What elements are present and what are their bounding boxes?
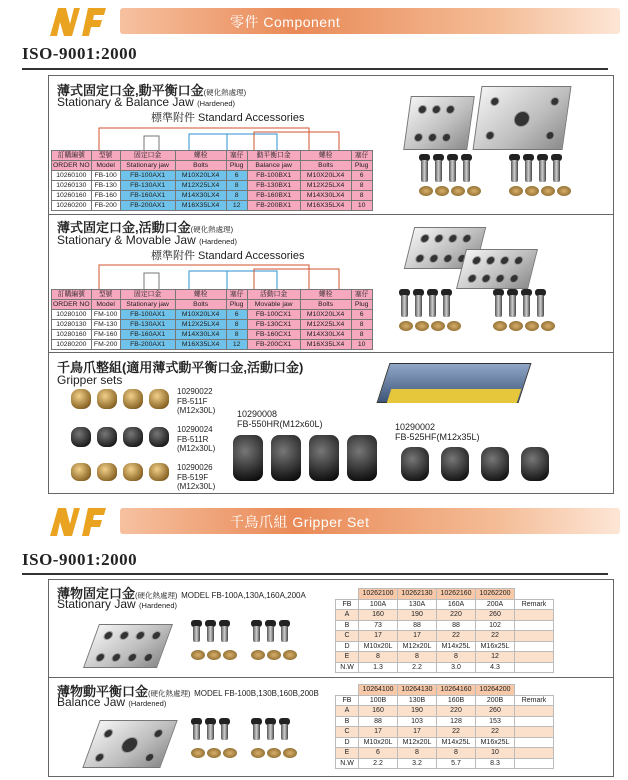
panel-subtitle: Gripper sets bbox=[57, 373, 123, 387]
gripper-511f-image bbox=[71, 389, 91, 409]
spec-cell: M10X20LX4 bbox=[175, 310, 226, 320]
dimension-cell bbox=[515, 652, 554, 663]
bolts-plugs-image-2 bbox=[509, 154, 589, 204]
panel-stationary-balance bbox=[48, 75, 614, 217]
code-511r: 10290024 FB-511R (M12x30L) bbox=[177, 425, 216, 453]
spec-table-balance bbox=[51, 150, 373, 211]
spec-cell: M14X30LX4 bbox=[175, 330, 226, 340]
section-banner-gripper bbox=[120, 508, 620, 534]
section-title: 薄物動平衡口金(硬化熱處理) MODEL FB-100B,130B,160B,200B bbox=[57, 684, 319, 699]
balance-jaw-image bbox=[473, 86, 572, 150]
dimension-cell: 160 bbox=[359, 706, 398, 717]
spec-cell: 10280160 bbox=[52, 330, 92, 340]
spec-table-movable bbox=[51, 289, 373, 350]
dimension-row bbox=[336, 727, 554, 738]
dimension-cell: 128 bbox=[437, 716, 476, 727]
spec-cell: FM-130 bbox=[91, 320, 120, 330]
spec-cell: 10260160 bbox=[52, 191, 92, 201]
gripper-550hr-image bbox=[309, 435, 339, 481]
gripper-511r-image bbox=[149, 427, 169, 447]
dimension-cell: 12 bbox=[476, 652, 515, 663]
panel-stationary-movable bbox=[48, 214, 614, 354]
spec-cell: M16X35LX4 bbox=[175, 340, 226, 350]
code-corner bbox=[515, 589, 554, 600]
code-corner bbox=[336, 589, 359, 600]
dimension-cell bbox=[515, 641, 554, 652]
dimension-cell: 6 bbox=[359, 748, 398, 759]
dimension-cell: 100A bbox=[359, 599, 398, 610]
balance-jaw-image bbox=[82, 720, 177, 768]
spec-header-cell: Plug bbox=[226, 161, 247, 171]
spec-header-cell: 螺栓 bbox=[175, 290, 226, 300]
spec-cell: 6 bbox=[351, 171, 372, 181]
spec-row bbox=[52, 201, 373, 211]
spec-header-cell: Stationary jaw bbox=[120, 161, 175, 171]
spec-cell: FB-100CX1 bbox=[247, 310, 300, 320]
spec-cell: M16X35LX4 bbox=[300, 201, 351, 211]
section-stationary-jaw bbox=[48, 579, 614, 679]
order-code-cell: 10262200 bbox=[476, 589, 515, 600]
dimension-cell: 103 bbox=[398, 716, 437, 727]
dimension-cell: M14x25L bbox=[437, 737, 476, 748]
code-corner bbox=[336, 685, 359, 696]
dimension-cell: 130A bbox=[398, 599, 437, 610]
spec-header-row bbox=[52, 300, 373, 310]
spec-header-cell: 訂購編號 bbox=[52, 151, 92, 161]
dimension-row bbox=[336, 716, 554, 727]
spec-cell: FB-160AX1 bbox=[120, 330, 175, 340]
dimension-cell: 153 bbox=[476, 716, 515, 727]
spec-cell: FM-160 bbox=[91, 330, 120, 340]
code-row bbox=[336, 685, 554, 696]
spec-cell: M16X35LX4 bbox=[300, 340, 351, 350]
spec-header-cell: Plug bbox=[351, 300, 372, 310]
dimension-cell: 8 bbox=[398, 652, 437, 663]
bolts-plugs-image bbox=[399, 289, 479, 339]
spec-header-cell: 型號 bbox=[91, 290, 120, 300]
order-code-cell: 10262160 bbox=[437, 589, 476, 600]
spec-row bbox=[52, 330, 373, 340]
spec-header-cell: 塞仔 bbox=[351, 290, 372, 300]
spec-cell: 10280200 bbox=[52, 340, 92, 350]
dimension-cell: 130B bbox=[398, 695, 437, 706]
dimension-label: B bbox=[336, 620, 359, 631]
panel-subtitle: Stationary & Movable Jaw (Hardened) bbox=[57, 233, 238, 247]
bolts-plugs-image bbox=[191, 620, 331, 670]
spec-cell: FB-200CX1 bbox=[247, 340, 300, 350]
spec-cell: 12 bbox=[226, 340, 247, 350]
spec-cell: FB-160CX1 bbox=[247, 330, 300, 340]
spec-cell: M10X20LX4 bbox=[300, 310, 351, 320]
spec-cell: 10260200 bbox=[52, 201, 92, 211]
dimension-label: E bbox=[336, 748, 359, 759]
spec-cell: 10280100 bbox=[52, 310, 92, 320]
order-code-cell: 10264200 bbox=[476, 685, 515, 696]
dimension-cell: M10x20L bbox=[359, 641, 398, 652]
dimension-cell bbox=[515, 662, 554, 673]
dimension-row bbox=[336, 737, 554, 748]
dimension-cell: 8 bbox=[437, 652, 476, 663]
dimension-label: N.W bbox=[336, 662, 359, 673]
dimension-label: C bbox=[336, 631, 359, 642]
dimension-cell: 2.2 bbox=[359, 758, 398, 769]
spec-cell: 10280130 bbox=[52, 320, 92, 330]
spec-cell: 12 bbox=[226, 201, 247, 211]
dimension-label: A bbox=[336, 610, 359, 621]
dimension-cell: 160A bbox=[437, 599, 476, 610]
dimension-row bbox=[336, 748, 554, 759]
dimension-row bbox=[336, 706, 554, 717]
code-519f: 10290026 FB-519F (M12x30L) bbox=[177, 463, 216, 491]
dimension-row bbox=[336, 662, 554, 673]
gripper-525hf-image bbox=[521, 447, 549, 481]
spec-row bbox=[52, 320, 373, 330]
gripper-525hf-image bbox=[441, 447, 469, 481]
dimension-cell: 8 bbox=[398, 748, 437, 759]
dimension-cell: 88 bbox=[359, 716, 398, 727]
dimension-label: D bbox=[336, 641, 359, 652]
spec-cell: FB-130BX1 bbox=[247, 181, 300, 191]
dimension-cell bbox=[515, 727, 554, 738]
spec-header-cell: 型號 bbox=[91, 151, 120, 161]
vise-yellow-side bbox=[387, 389, 522, 403]
spec-cell: 10260130 bbox=[52, 181, 92, 191]
spec-cell: M12X25LX4 bbox=[300, 181, 351, 191]
dimension-cell: 3.2 bbox=[398, 758, 437, 769]
spec-row bbox=[52, 171, 373, 181]
dimension-cell: M12x20L bbox=[398, 737, 437, 748]
dimension-cell: M12x20L bbox=[398, 641, 437, 652]
gripper-525hf-image bbox=[481, 447, 509, 481]
dimension-cell: M10x20L bbox=[359, 737, 398, 748]
section-subtitle: Stationary Jaw (Hardened) bbox=[57, 597, 177, 611]
dimension-row bbox=[336, 652, 554, 663]
code-511f: 10290022 FB-511F (M12x30L) bbox=[177, 387, 216, 415]
gripper-519f-image bbox=[123, 463, 143, 481]
spec-cell: FB-100 bbox=[91, 171, 120, 181]
spec-header-cell: 塞仔 bbox=[226, 290, 247, 300]
gripper-511f-image bbox=[97, 389, 117, 409]
dimension-cell bbox=[515, 620, 554, 631]
gripper-519f-image bbox=[149, 463, 169, 481]
spec-header-cell: Plug bbox=[226, 300, 247, 310]
dimension-cell: 8 bbox=[437, 748, 476, 759]
spec-cell: 10 bbox=[351, 201, 372, 211]
banner-title: 千鳥爪組 Gripper Set bbox=[230, 514, 370, 530]
iso-label: ISO-9001:2000 bbox=[22, 44, 138, 63]
gripper-511f-image bbox=[149, 389, 169, 409]
gripper-525hf-image bbox=[401, 447, 429, 481]
spec-header-cell: 螺栓 bbox=[175, 151, 226, 161]
spec-cell: 6 bbox=[351, 310, 372, 320]
spec-header-cell: Bolts bbox=[175, 161, 226, 171]
spec-cell: M12X25LX4 bbox=[175, 320, 226, 330]
gripper-511r-image bbox=[97, 427, 117, 447]
dimension-cell: 73 bbox=[359, 620, 398, 631]
dimension-cell: 102 bbox=[476, 620, 515, 631]
spec-cell: 8 bbox=[351, 320, 372, 330]
dimension-cell: 190 bbox=[398, 610, 437, 621]
company-logo bbox=[48, 504, 108, 538]
dimension-cell: 1.3 bbox=[359, 662, 398, 673]
gripper-511r-image bbox=[71, 427, 91, 447]
dimension-cell: 2.2 bbox=[398, 662, 437, 673]
spec-header-cell: 固定口金 bbox=[120, 290, 175, 300]
spec-cell: M14X30LX4 bbox=[300, 191, 351, 201]
dimension-cell: 17 bbox=[359, 631, 398, 642]
spec-cell: M16X35LX4 bbox=[175, 201, 226, 211]
code-550hr: 10290008 FB-550HR(M12x60L) bbox=[237, 409, 323, 429]
dimension-cell: 17 bbox=[359, 727, 398, 738]
gripper-519f-image bbox=[71, 463, 91, 481]
spec-header-cell: ORDER NO bbox=[53, 301, 90, 308]
spec-header-cell: 活動口金 bbox=[247, 290, 300, 300]
dimension-label: E bbox=[336, 652, 359, 663]
movable-jaw-image bbox=[456, 249, 538, 289]
dimension-cell: 88 bbox=[437, 620, 476, 631]
dimension-cell: 22 bbox=[437, 631, 476, 642]
spec-cell: M10X20LX4 bbox=[175, 171, 226, 181]
dimension-label: FB bbox=[336, 695, 359, 706]
spec-header-cell: Bolts bbox=[175, 300, 226, 310]
dimension-cell: 100B bbox=[359, 695, 398, 706]
spec-cell: M14X30LX4 bbox=[300, 330, 351, 340]
spec-header-cell: Model bbox=[91, 300, 120, 310]
spec-header-row bbox=[52, 151, 373, 161]
gripper-550hr-image bbox=[271, 435, 301, 481]
order-code-cell: 10262100 bbox=[359, 589, 398, 600]
company-logo bbox=[48, 4, 108, 38]
stationary-jaw-image bbox=[83, 624, 173, 668]
panel-title: 薄式固定口金,動平衡口金(硬化熱處理) bbox=[57, 83, 247, 98]
spec-cell: FB-160BX1 bbox=[247, 191, 300, 201]
spec-header-cell: 塞仔 bbox=[351, 151, 372, 161]
iso-label: ISO-9001:2000 bbox=[22, 550, 138, 569]
spec-cell: FB-130AX1 bbox=[120, 181, 175, 191]
dimension-row bbox=[336, 758, 554, 769]
spec-header-cell: Stationary jaw bbox=[120, 300, 175, 310]
dimension-row bbox=[336, 631, 554, 642]
dimension-cell: 22 bbox=[437, 727, 476, 738]
order-code-cell: 10264100 bbox=[359, 685, 398, 696]
dimension-cell bbox=[515, 706, 554, 717]
order-code-cell: 10264160 bbox=[437, 685, 476, 696]
connector-lines bbox=[49, 124, 369, 152]
spec-cell: 8 bbox=[226, 191, 247, 201]
dimension-cell: 88 bbox=[398, 620, 437, 631]
section-subtitle: Balance Jaw (Hardened) bbox=[57, 695, 167, 709]
panel-gripper-sets bbox=[48, 352, 614, 494]
order-code-cell: 10264130 bbox=[398, 685, 437, 696]
spec-cell: FM-200 bbox=[91, 340, 120, 350]
stationary-jaw-image bbox=[403, 96, 475, 150]
spec-cell: 6 bbox=[226, 310, 247, 320]
spec-header-cell: Model bbox=[91, 161, 120, 171]
spec-cell: 8 bbox=[226, 320, 247, 330]
dimension-cell: 260 bbox=[476, 706, 515, 717]
spec-cell: M10X20LX4 bbox=[300, 171, 351, 181]
dimension-cell bbox=[515, 631, 554, 642]
gripper-511r-image bbox=[123, 427, 143, 447]
dimension-row bbox=[336, 641, 554, 652]
spec-cell: 8 bbox=[351, 330, 372, 340]
dimension-cell: 190 bbox=[398, 706, 437, 717]
dimension-row bbox=[336, 599, 554, 610]
spec-header-cell: Bolts bbox=[300, 161, 351, 171]
dimension-cell: 160 bbox=[359, 610, 398, 621]
spec-header-cell: 螺栓 bbox=[300, 151, 351, 161]
spec-cell: FM-100 bbox=[91, 310, 120, 320]
spec-header-cell: 螺栓 bbox=[300, 290, 351, 300]
gripper-550hr-image bbox=[347, 435, 377, 481]
spec-row bbox=[52, 340, 373, 350]
dimension-cell: 10 bbox=[476, 748, 515, 759]
dimension-cell bbox=[515, 716, 554, 727]
code-row bbox=[336, 589, 554, 600]
spec-cell: FB-130 bbox=[91, 181, 120, 191]
dimension-label: A bbox=[336, 706, 359, 717]
spec-header-cell: Plug bbox=[351, 161, 372, 171]
panel-title: 千鳥爪整組(適用薄式動平衡口金,活動口金) bbox=[57, 360, 304, 375]
dimension-label: C bbox=[336, 727, 359, 738]
spec-header-cell: 動平衡口金 bbox=[247, 151, 300, 161]
dimension-label: FB bbox=[336, 599, 359, 610]
dimension-cell: 17 bbox=[398, 727, 437, 738]
gripper-550hr-image bbox=[233, 435, 263, 481]
dimension-label: B bbox=[336, 716, 359, 727]
dimension-cell: 22 bbox=[476, 631, 515, 642]
dimension-cell: 220 bbox=[437, 610, 476, 621]
spec-cell: M14X30LX4 bbox=[175, 191, 226, 201]
section-balance-jaw bbox=[48, 677, 614, 777]
dimension-cell: 220 bbox=[437, 706, 476, 717]
spec-header-cell: ORDER NO bbox=[53, 162, 90, 169]
dimension-cell: M16x25L bbox=[476, 737, 515, 748]
stationary-jaw-table bbox=[335, 588, 554, 673]
spec-cell: FB-200AX1 bbox=[120, 340, 175, 350]
spec-header-cell: 固定口金 bbox=[120, 151, 175, 161]
dimension-cell: 200A bbox=[476, 599, 515, 610]
gripper-519f-image bbox=[97, 463, 117, 481]
dimension-label: D bbox=[336, 737, 359, 748]
dimension-cell: 260 bbox=[476, 610, 515, 621]
spec-header-cell: 塞仔 bbox=[226, 151, 247, 161]
spec-cell: FB-100AX1 bbox=[120, 171, 175, 181]
dimension-cell: 160B bbox=[437, 695, 476, 706]
dimension-cell: 8.3 bbox=[476, 758, 515, 769]
spec-header-row bbox=[52, 161, 373, 171]
spec-header-row bbox=[52, 290, 373, 300]
dimension-cell bbox=[515, 610, 554, 621]
spec-cell: FB-160AX1 bbox=[120, 191, 175, 201]
dimension-cell: Remark bbox=[515, 695, 554, 706]
standard-accessories: 標準附件 Standard Accessories bbox=[151, 250, 305, 262]
section-banner-component bbox=[120, 8, 620, 34]
dimension-cell: 8 bbox=[359, 652, 398, 663]
bolts-plugs-image bbox=[191, 718, 331, 768]
spec-cell: 8 bbox=[226, 181, 247, 191]
spec-row bbox=[52, 191, 373, 201]
code-525hf: 10290002 FB-525HF(M12x35L) bbox=[395, 422, 480, 442]
dimension-cell: M14x25L bbox=[437, 641, 476, 652]
dimension-cell: 5.7 bbox=[437, 758, 476, 769]
panel-subtitle: Stationary & Balance Jaw (Hardened) bbox=[57, 95, 236, 109]
spec-cell: 10 bbox=[351, 340, 372, 350]
dimension-label: N.W bbox=[336, 758, 359, 769]
dimension-cell: 4.3 bbox=[476, 662, 515, 673]
spec-cell: FB-100BX1 bbox=[247, 171, 300, 181]
bolts-plugs-image-2 bbox=[493, 289, 573, 339]
order-code-cell: 10262130 bbox=[398, 589, 437, 600]
dimension-row bbox=[336, 620, 554, 631]
spec-cell: FB-130CX1 bbox=[247, 320, 300, 330]
spec-cell: FB-200AX1 bbox=[120, 201, 175, 211]
spec-cell: M12X25LX4 bbox=[300, 320, 351, 330]
spec-cell: FB-130AX1 bbox=[120, 320, 175, 330]
spec-cell: M12X25LX4 bbox=[175, 181, 226, 191]
code-corner bbox=[515, 685, 554, 696]
dimension-cell: Remark bbox=[515, 599, 554, 610]
spec-header-cell: Movable jaw bbox=[247, 300, 300, 310]
dimension-cell bbox=[515, 758, 554, 769]
connector-lines bbox=[49, 261, 369, 289]
banner-title: 零件 Component bbox=[230, 14, 341, 30]
dimension-cell bbox=[515, 737, 554, 748]
spec-cell: FB-200BX1 bbox=[247, 201, 300, 211]
spec-cell: 6 bbox=[226, 171, 247, 181]
dimension-row bbox=[336, 695, 554, 706]
balance-jaw-table bbox=[335, 684, 554, 769]
dimension-cell bbox=[515, 748, 554, 759]
panel-title: 薄式固定口金,活動口金(硬化熱處理) bbox=[57, 220, 234, 235]
dimension-cell: 200B bbox=[476, 695, 515, 706]
spec-header-cell: Balance jaw bbox=[247, 161, 300, 171]
section-title: 薄物固定口金(硬化熱處理) MODEL FB-100A,130A,160A,200A bbox=[57, 586, 306, 601]
standard-accessories: 標準附件 Standard Accessories bbox=[151, 112, 305, 124]
gripper-511f-image bbox=[123, 389, 143, 409]
spec-cell: FB-100AX1 bbox=[120, 310, 175, 320]
spec-cell: 10260100 bbox=[52, 171, 92, 181]
bolts-plugs-image bbox=[419, 154, 499, 204]
dimension-cell: 17 bbox=[398, 631, 437, 642]
dimension-cell: 22 bbox=[476, 727, 515, 738]
spec-row bbox=[52, 310, 373, 320]
dimension-row bbox=[336, 610, 554, 621]
spec-cell: FB-200 bbox=[91, 201, 120, 211]
dimension-cell: M16x25L bbox=[476, 641, 515, 652]
spec-row bbox=[52, 181, 373, 191]
spec-cell: 8 bbox=[226, 330, 247, 340]
spec-cell: 8 bbox=[351, 191, 372, 201]
dimension-cell: 3.0 bbox=[437, 662, 476, 673]
spec-cell: FB-160 bbox=[91, 191, 120, 201]
spec-header-cell: 訂購編號 bbox=[52, 290, 92, 300]
spec-cell: 8 bbox=[351, 181, 372, 191]
divider bbox=[22, 68, 608, 70]
spec-header-cell: Bolts bbox=[300, 300, 351, 310]
divider bbox=[22, 573, 608, 575]
